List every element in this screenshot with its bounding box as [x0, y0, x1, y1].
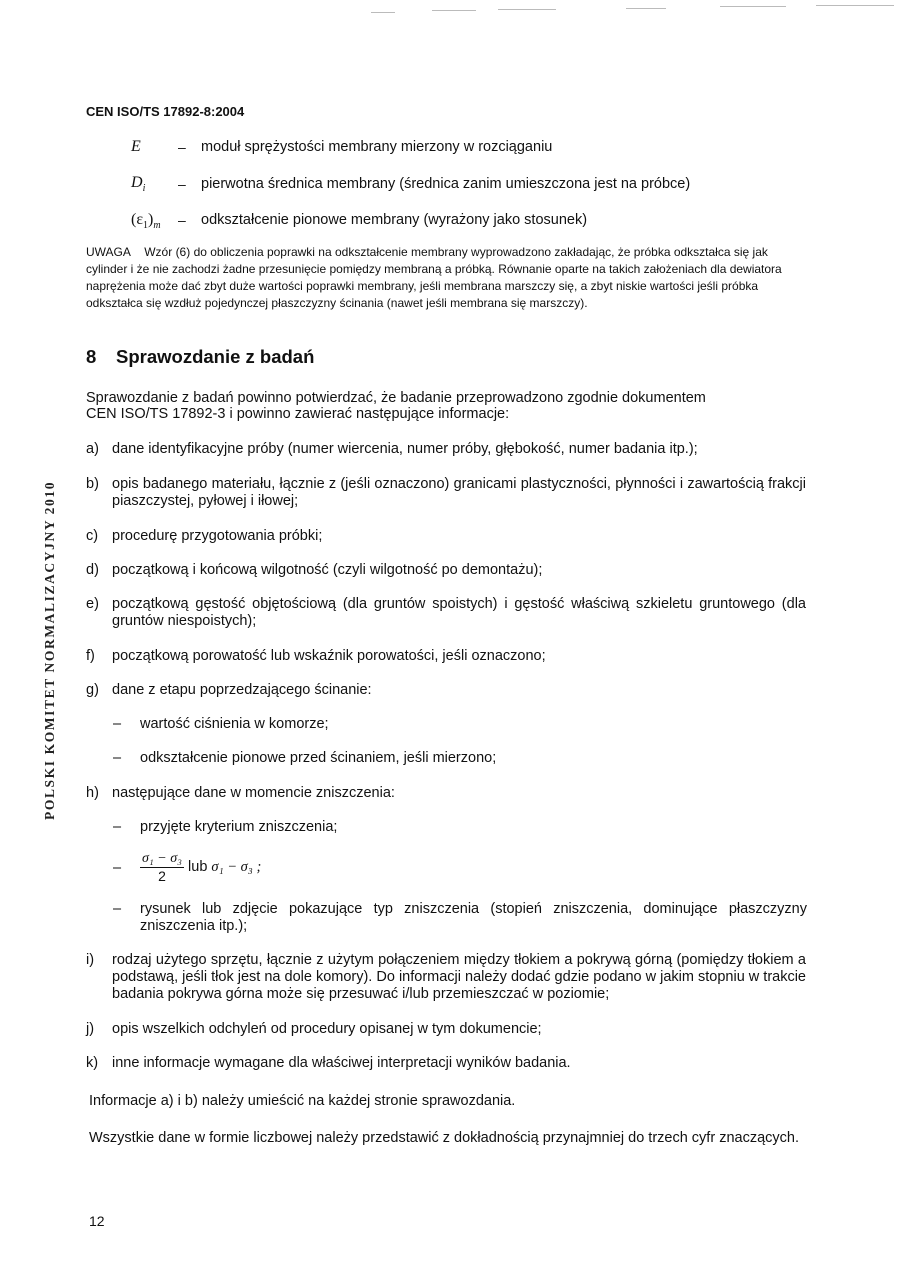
scan-speck	[371, 12, 395, 13]
section-heading	[86, 346, 314, 368]
definition-dash: –	[178, 139, 186, 155]
symbol-Di: $D_i$	[131, 174, 146, 195]
scan-speck	[498, 9, 556, 10]
page-number: 12	[89, 1213, 105, 1229]
definition-dash: –	[178, 176, 186, 192]
definition-text: moduł sprężystości membrany mierzony w rozciąganiu	[201, 139, 553, 155]
symbol-E: E	[131, 138, 141, 155]
sub-item-g-2: – odkształcenie pionowe przed ścinaniem, jeśli mierzono;	[113, 750, 497, 766]
scan-speck	[626, 8, 666, 9]
side-watermark: POLSKI KOMITET NORMALIZACYJNY 2010	[42, 480, 57, 820]
definition-text: pierwotna średnica membrany (średnica zanim umieszczona jest na próbce)	[201, 176, 691, 192]
note-text: Wzór (6) do obliczenia poprawki na odkształcenie membrany wyprowadzono zakładając, że próbka odkształca się jak cylinder i że nie zachodzi żadne przesunięcie pomiędzy membraną a próbką. Równanie oparte na takich założeniach dla dewiatora naprężenia może dać zbyt duże wartości poprawki membrany, jeśli membrana marszczy się, a zbyt niskie wartości jeśli próbka odkształca się wzdłuż pojedynczej płaszczyzny ścinania (nawet jeśli membrana się marszczy).	[86, 245, 782, 310]
list-item-d: d) początkową i końcową wilgotność (czyli wilgotność po demontażu);	[86, 562, 543, 578]
intro-line-2: CEN ISO/TS 17892-3 i powinno zawierać następujące informacje:	[86, 406, 510, 422]
closing-paragraph-1: Informacje a) i b) należy umieścić na każdej stronie sprawozdania.	[89, 1093, 516, 1109]
stress-fraction: $\frac{\text{σ₁ − σ₃}}{2}$	[142, 851, 182, 884]
definition-text: odkształcenie pionowe membrany (wyrażony jako stosunek)	[201, 212, 588, 228]
list-item-a: a) dane identyfikacyjne próby (numer wiercenia, numer próby, głębokość, numer badania itp.);	[86, 441, 698, 457]
note-paragraph	[86, 244, 802, 312]
section-number: 8	[86, 346, 97, 367]
symbol-epsilon-m: $(\varepsilon_1)_m$	[131, 211, 161, 232]
sub-item-h-3: – rysunek lub zdjęcie pokazujące typ zniszczenia (stopień zniszczenia, dominujące płaszczyzny zniszczenia itp.);	[113, 901, 807, 934]
sub-item-h-2-formula: – $\frac{\text{σ₁ − σ₃}}{2}$ lub σ₁ − σ₃ ;	[113, 851, 262, 884]
list-item-h: h) następujące dane w momencie zniszczenia:	[86, 785, 395, 801]
list-item-j: j) opis wszelkich odchyleń od procedury opisanej w tym dokumencie;	[86, 1021, 542, 1037]
list-item-g: g) dane z etapu poprzedzającego ścinanie:	[86, 682, 372, 698]
scan-speck	[816, 5, 894, 6]
list-item-c: c) procedurę przygotowania próbki;	[86, 528, 323, 544]
intro-line-1: Sprawozdanie z badań powinno potwierdzać, że badanie przeprowadzono zgodnie dokumentem	[86, 390, 706, 406]
list-item-i: i) rodzaj użytego sprzętu, łącznie z użytym połączeniem między tłokiem a pokrywą górną (pomiędzy tłokiem a podstawą, jeśli tłok jest na dole komory). Do informacji należy dodać gdzie podano w jakim stopniu w trakcie badania pokrywa górna może się przesuwać i/lub przemieszczać w poziomie;	[86, 952, 806, 1002]
scan-speck	[432, 10, 476, 11]
list-item-k: k) inne informacje wymagane dla właściwej interpretacji wyników badania.	[86, 1055, 571, 1071]
sub-item-g-1: – wartość ciśnienia w komorze;	[113, 716, 329, 732]
list-item-b: b) opis badanego materiału, łącznie z (jeśli oznaczono) granicami plastyczności, płynności i zawartością frakcji piaszczystej, pyłowej i iłowej;	[86, 476, 806, 509]
definition-dash: –	[178, 212, 186, 228]
note-label: UWAGA	[86, 245, 131, 259]
sub-item-h-1: – przyjęte kryterium zniszczenia;	[113, 819, 338, 835]
document-id-header: CEN ISO/TS 17892-8:2004	[86, 104, 245, 119]
list-item-e: e) początkową gęstość objętościową (dla gruntów spoistych) i gęstość właściwą szkieletu gruntowego (dla gruntów niespoistych);	[86, 596, 806, 629]
list-item-f: f) początkową porowatość lub wskaźnik porowatości, jeśli oznaczono;	[86, 648, 546, 664]
scan-speck	[720, 6, 786, 7]
section-title: Sprawozdanie z badań	[116, 346, 315, 367]
closing-paragraph-2: Wszystkie dane w formie liczbowej należy przedstawić z dokładnością przynajmniej do trzech cyfr znaczących.	[89, 1130, 799, 1146]
